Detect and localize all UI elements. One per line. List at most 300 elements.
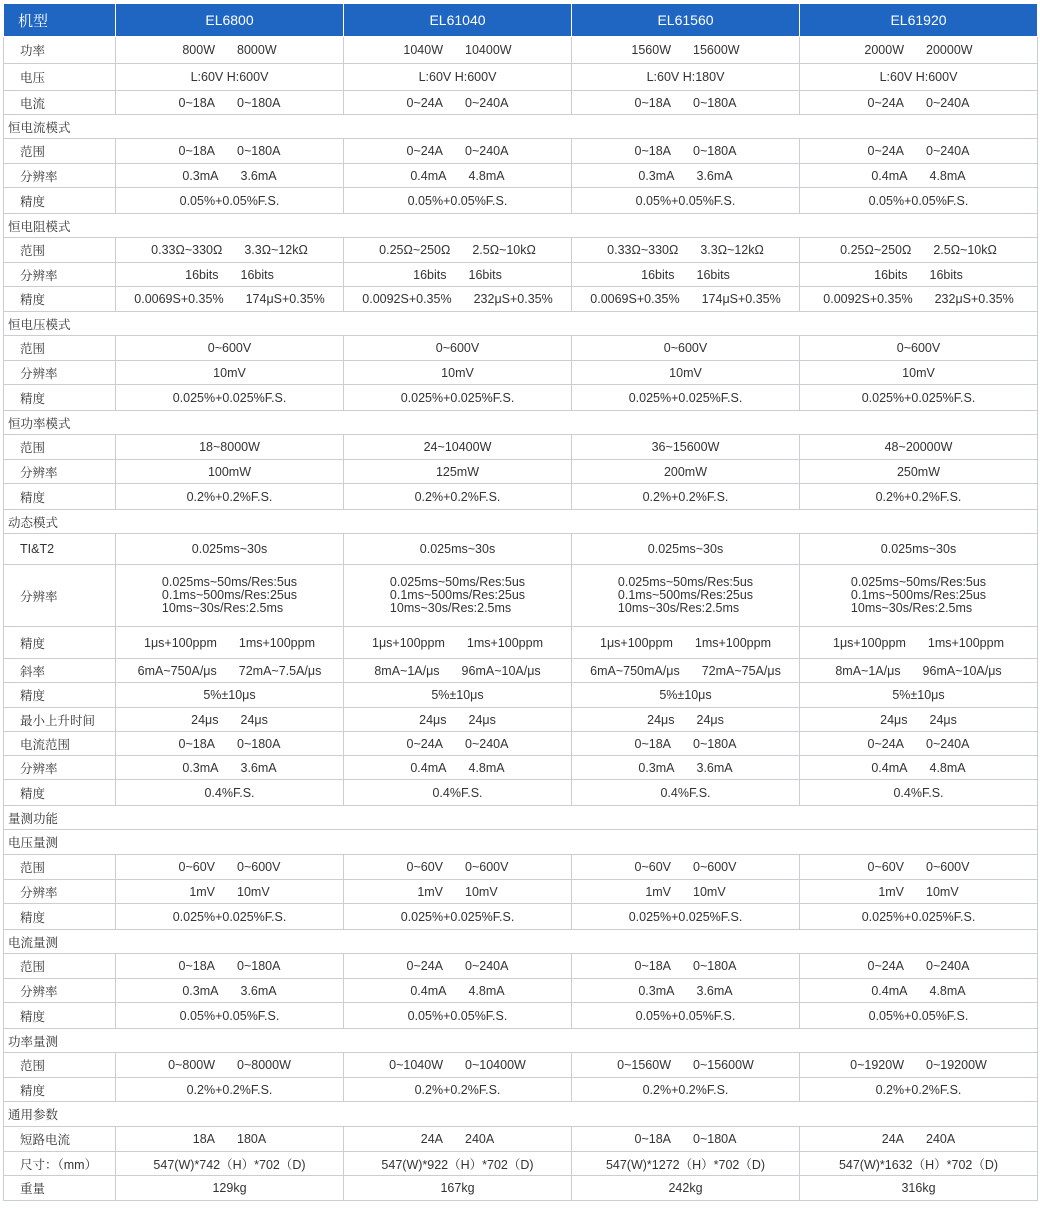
value-high: 0~240A [465,144,509,158]
value-cell: 0.05%+0.05%F.S. [344,1003,572,1029]
row-label: 分辨率 [4,263,116,287]
value-cell [116,979,344,1003]
value-cell: 0.05%+0.05%F.S. [800,188,1038,214]
value-high: 3.3Ω~12kΩ [700,243,764,257]
value-cell [344,1053,572,1078]
value-cell: 36~15600W [572,435,800,460]
section-title: 动态模式 [4,510,1038,534]
value-cell: 0.025%+0.025%F.S. [116,385,344,411]
row-label: 范围 [4,336,116,361]
value-high: 0~180A [237,736,281,751]
value-cell: 0.2%+0.2%F.S. [344,484,572,510]
value-low: 1mV [417,884,444,899]
section-title: 电压量测 [4,830,1038,855]
value-cell [572,756,800,780]
value-pair [120,243,339,257]
value-cell: 10mV [344,361,572,385]
value-high: 3.6mA [240,760,277,775]
section-row [4,830,1038,855]
value-high: 1ms+100ppm [694,635,771,650]
value-high: 0~240A [926,144,970,158]
section-title: 恒电压模式 [4,312,1038,336]
value-cell [800,263,1038,287]
row-label: 电压 [4,64,116,91]
section-title: 恒功率模式 [4,411,1038,435]
value-cell: 547(W)*1632（H）*702（D) [800,1152,1038,1176]
spec-row [4,732,1038,756]
spec-row [4,435,1038,460]
value-cell: 0.05%+0.05%F.S. [116,1003,344,1029]
value-pair [576,885,795,899]
spec-row [4,880,1038,904]
value-high: 16bits [240,267,274,282]
value-low: 0~24A [406,144,444,158]
row-label: 尺寸：（mm） [4,1152,116,1176]
value-cell: 0.025ms~30s [116,534,344,565]
value-high: 174μS+0.35% [701,292,781,306]
value-cell: 0.025ms~30s [800,534,1038,565]
value-low: 24μs [880,712,908,727]
model-header: EL6800 [116,4,344,37]
value-cell [572,238,800,263]
row-label: 范围 [4,435,116,460]
value-low: 1μs+100ppm [372,635,445,650]
value-cell [572,855,800,880]
value-low: 1mV [189,884,216,899]
value-high: 4.8mA [468,983,505,998]
row-label: 范围 [4,238,116,263]
value-low: 24μs [647,712,675,727]
value-low: 0~24A [406,736,444,751]
value-multiline: 0.025ms~50ms/Res:5us 0.1ms~500ms/Res:25us 10ms~30s/Res:2.5ms [850,575,987,615]
value-cell [344,164,572,188]
value-high: 180A [237,1132,267,1146]
row-label: 精度 [4,780,116,806]
value-cell: 125mW [344,460,572,484]
value-cell: 0.2%+0.2%F.S. [800,1078,1038,1102]
value-cell [800,164,1038,188]
value-low: 0~24A [406,95,444,110]
value-pair [576,268,795,282]
value-low: 0.25Ω~250Ω [840,243,912,257]
section-title: 恒电流模式 [4,115,1038,139]
value-cell: 5%±10μs [344,683,572,708]
value-low: 0.0069S+0.35% [134,292,224,306]
header-row [4,4,1038,37]
value-multiline: 0.025ms~50ms/Res:5us 0.1ms~500ms/Res:25us 10ms~30s/Res:2.5ms [389,575,526,615]
spec-row [4,1127,1038,1152]
value-low: 0~60V [867,860,905,874]
value-low: 0~18A [178,736,216,751]
value-cell: 0.025%+0.025%F.S. [572,385,800,411]
row-label: 重量 [4,1176,116,1201]
value-pair [348,268,567,282]
value-high: 3.6mA [696,760,733,775]
value-cell: 129kg [116,1176,344,1201]
value-pair [348,1132,567,1146]
spec-row [4,855,1038,880]
value-high: 16bits [696,267,730,282]
value-low: 0.4mA [871,168,908,183]
value-low: 0~18A [178,95,216,110]
value-low: 24μs [191,712,219,727]
value-cell [116,263,344,287]
row-label: 分辨率 [4,880,116,904]
value-high: 24μs [240,712,268,727]
value-cell: 48~20000W [800,435,1038,460]
value-high: 0~180A [693,1132,737,1146]
value-cell [116,238,344,263]
value-high: 0~180A [237,959,281,973]
value-pair [804,737,1033,751]
value-pair [348,984,567,998]
value-cell [572,627,800,659]
value-pair [348,1058,567,1072]
section-row [4,806,1038,830]
value-cell: 0.05%+0.05%F.S. [344,188,572,214]
value-multiline: 0.025ms~50ms/Res:5us 0.1ms~500ms/Res:25us 10ms~30s/Res:2.5ms [161,575,298,615]
value-cell [116,732,344,756]
value-high: 24μs [696,712,724,727]
row-label: TI&T2 [4,534,116,565]
value-high: 16bits [929,267,963,282]
value-pair [120,43,339,57]
section-title: 恒电阻模式 [4,214,1038,238]
value-pair [120,737,339,751]
value-cell [572,37,800,64]
value-cell [572,565,800,627]
value-high: 24μs [468,712,496,727]
value-high: 0~180A [693,959,737,973]
value-low: 6mA~750A/μs [137,663,217,678]
spec-row [4,263,1038,287]
value-pair [804,268,1033,282]
value-cell: 547(W)*1272（H）*702（D) [572,1152,800,1176]
value-cell [344,1127,572,1152]
value-cell: 250mW [800,460,1038,484]
value-cell [116,91,344,115]
spec-row [4,1152,1038,1176]
value-cell [800,708,1038,732]
value-pair [804,1058,1033,1072]
value-cell [800,954,1038,979]
value-pair [120,1058,339,1072]
value-pair [120,984,339,998]
value-cell [344,565,572,627]
row-label: 短路电流 [4,1127,116,1152]
value-high: 0~180A [237,95,281,110]
value-cell: 0.05%+0.05%F.S. [116,188,344,214]
value-cell: 0.025%+0.025%F.S. [800,904,1038,930]
value-cell: 0.025ms~30s [572,534,800,565]
value-high: 15600W [693,43,740,57]
value-low: 0~24A [406,959,444,973]
spec-row [4,1176,1038,1201]
section-title: 量测功能 [4,806,1038,830]
value-cell [344,880,572,904]
row-label: 分辨率 [4,164,116,188]
section-row [4,930,1038,954]
value-high: 0~600V [237,860,281,874]
value-cell [344,287,572,312]
value-high: 10mV [693,884,726,899]
value-cell: 24~10400W [344,435,572,460]
value-high: 0~240A [926,736,970,751]
value-pair [120,268,339,282]
value-high: 4.8mA [468,760,505,775]
value-low: 0.0092S+0.35% [362,292,452,306]
value-pair [576,243,795,257]
value-pair [348,885,567,899]
value-cell [116,287,344,312]
value-cell [116,880,344,904]
value-cell: 0.025ms~30s [344,534,572,565]
value-cell: L:60V H:180V [572,64,800,91]
value-cell [800,37,1038,64]
value-pair [120,885,339,899]
model-header: EL61920 [800,4,1038,37]
value-high: 10mV [465,884,498,899]
model-header: EL61560 [572,4,800,37]
value-low: 0.3mA [182,168,219,183]
value-high: 0~19200W [926,1058,987,1072]
value-cell: 5%±10μs [800,683,1038,708]
value-cell [800,139,1038,164]
value-pair [348,243,567,257]
value-low: 0~24A [867,144,905,158]
value-pair [576,664,795,678]
value-low: 0~18A [634,1132,672,1146]
spec-row [4,484,1038,510]
row-label: 分辨率 [4,756,116,780]
value-cell: 10mV [572,361,800,385]
value-high: 16bits [468,267,502,282]
value-cell: 167kg [344,1176,572,1201]
value-pair [804,636,1033,650]
value-cell: 5%±10μs [572,683,800,708]
value-pair [804,144,1033,158]
value-cell [344,708,572,732]
value-cell: 0~600V [572,336,800,361]
value-cell [344,855,572,880]
value-pair [576,292,795,306]
value-cell: 0~600V [116,336,344,361]
value-cell [800,287,1038,312]
value-pair [576,959,795,973]
value-low: 24A [420,1132,444,1146]
value-high: 4.8mA [468,168,505,183]
value-low: 1mV [645,884,672,899]
row-label: 范围 [4,1053,116,1078]
row-label: 分辨率 [4,460,116,484]
section-row [4,411,1038,435]
value-low: 0~1040W [389,1058,444,1072]
spec-row [4,683,1038,708]
spec-body [4,37,1038,1201]
section-title: 通用参数 [4,1102,1038,1127]
value-low: 16bits [874,267,908,282]
row-label: 精度 [4,904,116,930]
value-cell [116,565,344,627]
value-pair [120,959,339,973]
spec-row [4,780,1038,806]
spec-row [4,361,1038,385]
value-pair [348,737,567,751]
value-pair [120,664,339,678]
value-cell: 18~8000W [116,435,344,460]
value-cell [800,659,1038,683]
value-cell: 0.2%+0.2%F.S. [344,1078,572,1102]
value-cell: 316kg [800,1176,1038,1201]
value-cell [344,732,572,756]
value-pair [576,96,795,110]
value-high: 0~180A [693,144,737,158]
value-cell [116,37,344,64]
value-pair [120,169,339,183]
value-cell [344,37,572,64]
value-high: 0~240A [926,95,970,110]
value-high: 4.8mA [929,168,966,183]
value-high: 3.6mA [240,168,277,183]
value-high: 0~180A [693,736,737,751]
value-high: 232μS+0.35% [934,292,1014,306]
value-low: 1μs+100ppm [833,635,906,650]
spec-row [4,979,1038,1003]
value-high: 2.5Ω~10kΩ [933,243,997,257]
value-pair [576,761,795,775]
value-cell [116,954,344,979]
row-label: 分辨率 [4,565,116,627]
section-row [4,510,1038,534]
value-cell [344,139,572,164]
value-high: 0~180A [693,95,737,110]
value-high: 24μs [929,712,957,727]
value-high: 0~240A [465,95,509,110]
row-label: 精度 [4,627,116,659]
value-low: 0.3mA [638,168,675,183]
value-cell [344,954,572,979]
value-cell [344,91,572,115]
value-high: 174μS+0.35% [245,292,325,306]
spec-row [4,1053,1038,1078]
value-low: 0~18A [178,959,216,973]
value-pair [804,43,1033,57]
row-label: 精度 [4,188,116,214]
value-high: 3.6mA [240,983,277,998]
spec-row [4,954,1038,979]
section-title: 电流量测 [4,930,1038,954]
value-pair [576,43,795,57]
value-low: 16bits [641,267,675,282]
value-pair [348,144,567,158]
value-pair [804,959,1033,973]
value-low: 0.4mA [871,760,908,775]
value-cell [116,164,344,188]
row-label: 精度 [4,385,116,411]
value-cell: 0.05%+0.05%F.S. [572,1003,800,1029]
row-label: 精度 [4,1078,116,1102]
value-cell: 0~600V [800,336,1038,361]
value-low: 0.0069S+0.35% [590,292,680,306]
value-pair [804,169,1033,183]
value-pair [120,713,339,727]
value-cell [116,659,344,683]
value-cell [800,732,1038,756]
value-cell [800,1127,1038,1152]
value-cell: 0.2%+0.2%F.S. [800,484,1038,510]
value-high: 1ms+100ppm [466,635,543,650]
value-pair [348,96,567,110]
value-cell: L:60V H:600V [800,64,1038,91]
value-high: 0~600V [926,860,970,874]
value-cell: 0.05%+0.05%F.S. [572,188,800,214]
value-cell: 10mV [800,361,1038,385]
value-cell [116,139,344,164]
value-cell [344,659,572,683]
value-low: 0~18A [634,144,672,158]
value-high: 96mA~10A/μs [922,663,1002,678]
value-low: 0.3mA [182,983,219,998]
value-high: 72mA~75A/μs [701,663,781,678]
value-low: 800W [182,43,216,57]
value-low: 0~18A [634,736,672,751]
value-pair [348,43,567,57]
value-cell [572,91,800,115]
value-cell: 0.4%F.S. [800,780,1038,806]
value-cell [800,1053,1038,1078]
value-cell: 0.05%+0.05%F.S. [800,1003,1038,1029]
value-cell [344,627,572,659]
value-pair [120,144,339,158]
value-high: 2.5Ω~10kΩ [472,243,536,257]
spec-row [4,904,1038,930]
value-pair [120,96,339,110]
value-low: 0.4mA [410,983,447,998]
value-cell: 547(W)*922（H）*702（D) [344,1152,572,1176]
value-cell: 0~600V [344,336,572,361]
value-pair [348,169,567,183]
value-low: 1mV [878,884,905,899]
value-pair [348,292,567,306]
value-cell [800,91,1038,115]
value-low: 0.3mA [182,760,219,775]
value-cell: 10mV [116,361,344,385]
value-cell [572,732,800,756]
value-pair [576,144,795,158]
value-cell [572,880,800,904]
value-cell: L:60V H:600V [116,64,344,91]
value-cell: 0.4%F.S. [572,780,800,806]
value-high: 4.8mA [929,983,966,998]
value-cell [572,263,800,287]
value-multiline: 0.025ms~50ms/Res:5us 0.1ms~500ms/Res:25us 10ms~30s/Res:2.5ms [617,575,754,615]
value-pair [576,1058,795,1072]
spec-row [4,756,1038,780]
value-cell [800,880,1038,904]
value-low: 0~24A [867,959,905,973]
value-pair [804,860,1033,874]
row-label: 分辨率 [4,979,116,1003]
spec-row [4,534,1038,565]
value-cell [800,855,1038,880]
spec-row [4,565,1038,627]
value-cell [116,708,344,732]
value-low: 1560W [631,43,672,57]
value-cell [116,1053,344,1078]
model-header: EL61040 [344,4,572,37]
value-pair [804,664,1033,678]
spec-row [4,336,1038,361]
